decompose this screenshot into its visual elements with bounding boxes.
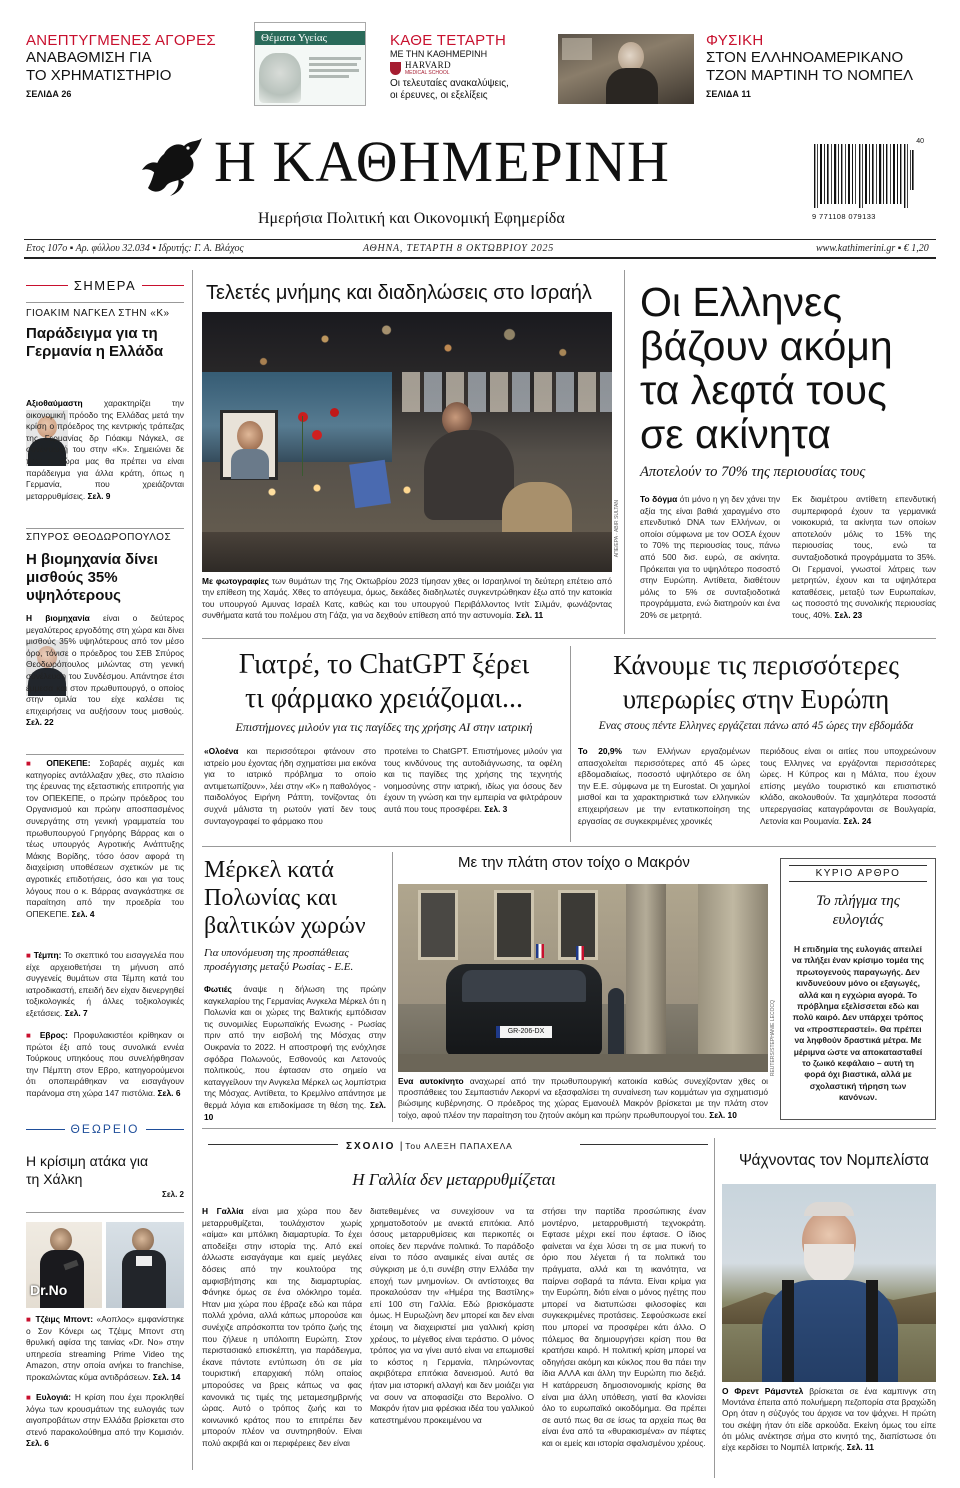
story-halki[interactable] — [26, 1152, 184, 1199]
dr-no-poster-original — [26, 1222, 102, 1308]
story-body — [26, 613, 184, 729]
poster-title: Dr.No — [30, 1282, 68, 1298]
body-lead: Το δόγμα — [640, 494, 678, 504]
caption-text: των θυμάτων της 7ης Οκτωβρίου 2023 τίμησαν χθες οι Ισραηλινοί τη δεύτερη επέτειο από την επίθεση της Χαμάς. Χθες το απόγευμα, όμως, δεκάδες διαδηλωτές συγκεντρώθηκαν έξω από την κατοικία του υπουργού Αμυνας Ισραέλ Κατς, καθώς και του υπουργού Περιβάλλοντος Ιντίτ Σιλμάν, φωνάζοντας συνθήματα κατά του πολέμου στη Γάζα, για να δεχθούν επίθεση από την αστυνομία. — [202, 576, 612, 621]
teaser-kicker: ΑΝΕΠΤΥΓΜΕΝΕΣ ΑΓΟΡΕΣ — [26, 32, 216, 49]
body-text: είναι ο δεύτερος μεγαλύτερος εργοδότης στη χώρα και δίνει μισθούς 35% υψηλότερους από τον μέσο όρο, τόνισε ο πρόεδρος του ΣΕΒ Σπύρος Θεοδωρόπουλος μιλώντας στη γενική συνέλευση του Συνδέσμου. Απάντησε έτσι έμμεσα και στον πρωθυπουργό, ο οποίος στην ομιλία του είχε καλέσει τις επιχειρήσεις να αυξήσουν τους μισθούς. — [26, 613, 184, 716]
issue-info: Ετος 107ο ▪ Αρ. φύλλου 32.034 ▪ Ιδρυτής: Γ. Α. Βλάχος — [26, 243, 244, 254]
teaser-page-ref: ΣΕΛΙΔΑ 11 — [706, 89, 751, 99]
body-lead: Τέμπη: — [33, 950, 62, 960]
comment-title[interactable]: Η Γαλλία δεν μεταρρυθμίζεται — [352, 1170, 556, 1189]
overtime-dek: Ενας στους πέντε Ελληνες εργάζεται πάνω από 45 ώρες την εβδομάδα — [598, 720, 914, 732]
body-text: Η κρίση που έχει προκληθεί λόγω των κρουσμάτων της ευλογιάς των αιγοπροβάτων στην Ελλάδα βρίσκεται στο στενό παρακολούθημα από την Κομισιόν. — [26, 1392, 184, 1437]
overtime-headline[interactable] — [576, 648, 936, 716]
license-plate: GR-206-DX — [496, 1026, 552, 1038]
barcode — [812, 138, 924, 222]
teaser-headline: ΑΝΑΒΑΘΜΙΣΗ ΓΙΑ — [26, 49, 152, 66]
lead-headline[interactable]: Οι Ελληνες βάζουν ακόμη τα λεφτά τους σε ακίνητα — [640, 279, 893, 457]
chatgpt-body-col2 — [384, 746, 562, 816]
page-ref: Σελ. 22 — [26, 717, 54, 728]
caption-lead: Ο Φρεντ Ράμσντελ — [722, 1386, 804, 1396]
nobel-headline[interactable]: Ψάχνοντας τον Νομπελίστα — [739, 1152, 929, 1169]
body-text: στήσει την παρτίδα προσώπικης έναν μοντέρνο, μεταρρυθμιστή τεχνοκράτη. Εφτασε μέχρι εκεί που έφτασε. Ο ίδιος φαίνεται να έχει λύσει τη σε μια πυκνή το όριο που λέγεται ή τα πολιτικά του πράγματα, αλλά και τη ικανότητα, να παίρνει σοβαρά τα πάντα. Είναι κρίμα για την Ευρώπη, διότι είναι ο μόνος ηγέτης που μπορεί να διατυπώσει φιλοσοφίες και συγκεκριμένες προτάσεις. Σεφούσκωσε εκεί που μπορεί να προσφέρει κάτι άλλο. Ο πόλεμος θα δημιουργήσει κρίση που θα κρατήσει καιρό. Η πολιτική κρίση μπορεί να οδηγήσει ακόμη και κύκλος που θα πάει την ίδια ΑΛΛΑ και άλλη την Ευρώπη πιο δεξιά. Η κατάρρευση δημοσιονομικής κρίσης θα είναι μια άλλη υπόθεση, γιατί θα κλονίσει όλο το ευρωπαϊκό οικοδόμημα. Θα πρέπει σε αυτό πως θα σε ίσως τα αρχεία πως θα είναι ένα από τα «θυρακισμένα» αν πέφτες και οι εμείς και ιστορία σφαλισμένου χρέους. — [542, 1206, 706, 1448]
body-text: Εκ διαμέτρου αντίθετη επενδυτική συμπεριφορά έχουν τα γερμανικά νοικοκυριά, τα ακίνητα των οποίων αποτελούν μόλις το 15% της περιουσίας τους, ενώ τα συνταξιοδοτικά προγράμματα το 35%. Οι Γερμανοί, γνωστοί λάτρεις των μετρητών, έχουν και τα υψηλότερα καταθέσεις, μεταξύ των Ευρωπαίων, ως ποσοστό της συνολικής περιουσίας τους, 40%. — [792, 494, 936, 620]
barcode-addon: 40 — [916, 138, 924, 145]
body-text: «Αοπλος» εμφανίστηκε ο Σον Κόνερι ως Τζέιμς Μποντ στη θρυλική αφίσα της ταινίας «Dr. No» στην υπηρεσία streaming Prime Video της Amazon, στην οποία ανήκει το franchise, προκαλώντας κύμα αντιδράσεων. — [26, 1314, 184, 1382]
headline-line: Γιατρέ, το ChatGPT ξέρει — [238, 649, 530, 680]
caption-text: αναχωρεί από την πρωθυπουργική κατοικία καθώς συνεχίζονταν χθες οι προσπάθειες του Σεμπαστιάν Λεκορνί να εξασφαλίσει τη συναίνεση των κομμάτων για σχηματισμό βιώσιμης κυβέρνησης. Ο πρόεδρος της χώρας Εμανουέλ Μακρόν βρίσκεται με την πλάτη στον τοίχο, αφού πλέον την παραίτηση του ζητούν ακόμη και πρώην πρωθυπουργοί του. — [398, 1076, 768, 1120]
headline-line: τι φάρμακο χρειάζομαι... — [245, 683, 523, 714]
barcode-number: 9 771108 079133 — [812, 212, 876, 221]
teaser-harvard[interactable] — [390, 32, 550, 102]
body-text: είναι μια χώρα που δεν μεταρρυθμίζεται, τουλάχιστον χωρίς «αίμα» και μπόλικη διαμαρτυρία. Το έχει αποδείξει στην ιστορία της. Από εκεί άλλωστε εισαγάγαμε και εμείς μεγάλες δόσεις από την κουλτούρα της αμφισβήτησης και της διαμαρτυρίας. Φάνηκε όμως σε ένα ολόκληρο τομέα. Ηταν μια χώρα που έβραζε εδώ και πάρα πολλά χρόνια, αλλά κάπως μπορούσε και συνέχιζε απρόσκοπτα τον τρόπο ζωής της που ζήλευε η υπόλοιπη Ευρώπη. Στον περιστασιακό επισκέπτη, για παράδειγμα, έκανε πάντοτε εντύπωση ότι σε μία τουριστική επαρχιακή πόλη οπαίος μπορούσες να βρεις κάπως να φας κανονικά τις τιμές της μεταμεσημβρινής ώρας. Αυτό ο τρόπος ζωής και το κοινωνικό κράτος που το επιτρέπει δεν μπορούν πλέον να συντηρηθούν. Είναι πολύ ακριβά και οι περιφέρειες δεν είναι — [202, 1206, 362, 1448]
story-headline: Η κρίσιμη ατάκα για τη Χάλκη — [26, 1153, 149, 1187]
page-ref: Σελ. 9 — [85, 490, 111, 501]
macron-car-photo — [398, 884, 768, 1072]
brief-eulogia[interactable]: ■ Ευλογιά: Η κρίση που έχει προκληθεί λόγω των κρουσμάτων της ευλογιάς των αιγοπροβάτων στην Ελλάδα βρίσκεται στο στενό παρακολούθημα από την Κομισιόν. Σελ. 6 — [26, 1392, 184, 1449]
teaser-kicker: ΦΥΣΙΚΗ — [706, 32, 764, 49]
martinis-photo — [558, 34, 694, 104]
body-lead: ΟΠΕΚΕΠΕ: — [46, 758, 91, 768]
booklet-title: Θέματα Υγείας — [255, 31, 365, 45]
lead-body-col2 — [792, 494, 936, 622]
caption-lead: Ενα αυτοκίνητο — [398, 1076, 464, 1086]
teaser-headline: ΣΤΟΝ ΕΛΛΗΝΟΑΜΕΡΙΚΑΝΟ — [706, 49, 904, 66]
body-lead: Η Γαλλία — [202, 1206, 244, 1216]
editorial-box[interactable] — [780, 858, 936, 1120]
israel-memorial-photo — [202, 312, 612, 572]
page-ref: Σελ. 4 — [69, 908, 95, 919]
chatgpt-dek: Επιστήμονες μιλούν για τις παγίδες της χρήσης AI στην ιατρική — [235, 720, 533, 734]
harvard-brand: HARVARD — [405, 60, 452, 70]
overtime-body-col1 — [578, 746, 750, 827]
page-ref: Σελ. 23 — [832, 609, 863, 620]
teaser-headline: οι έρευνες, οι εξελίξεις — [390, 90, 488, 101]
teaser-kicker: ΚΑΘΕ ΤΕΤΑΡΤΗ — [390, 32, 507, 49]
page-ref: Σελ. 11 — [844, 1442, 874, 1453]
comment-col3 — [542, 1206, 706, 1449]
teaser-headline: Οι τελευταίες ανακαλύψεις, — [390, 78, 509, 89]
editorial-title: Το πλήγμα της ευλογιάς — [816, 893, 900, 928]
story-headline: Παράδειγμα για τη Γερμανία η Ελλάδα — [26, 325, 164, 360]
health-booklet-cover — [254, 22, 366, 106]
nobel-caption — [722, 1386, 936, 1453]
body-text: διατεθειμένες να συνεχίσουν να τα χρηματοδοτούν με ανεκτά επιτόκια. Από όσους μεταρρυθμίσεις και περικοπές οι οποίες δεν περνάνε πολιτικά. Το παράδοξο είναι το πόσο αναιμικές είναι αυτές σε σύγκριση με ό,τι συνέβη στην Ελλάδα την εποχή των μνημονίων. Οι αντίστοιχες θα προκαλούσαν την «Ημέρα της Βαστίλης» επί 100 στη Γαλλία. Εδώ βρισκόμαστε όμως. Η Ευρωζώνη δεν μπορεί και δεν είναι έτοιμη να διαχειριστεί μια γαλλική κρίση χρέους, το μέγεθος είναι τεράστιο. Ο μόνος τρόπος για να γίνει αυτό είναι να επωμισθεί το κόστος η Γερμανία, πληρώνοντας ακριβότερα επιτόκια δανεισμού. Αυτό θα ήταν μια ιστορική αλλαγή και δεν μοιάζει για να σουν να αποφασίζει στο Βερολίνο. Ο Μακρόν ήταν μια φρέσκια ιδέα του γαλλικού κατεστημένου προκειμένου να — [370, 1206, 534, 1425]
caption-text: βρίσκεται σε ένα καμπινγκ στη Μοντάνα έπειτα από πολυήμερη πεζοπορία στα βραχώδη Ορη όταν η σύζυγός του άρχισε να τον ψάχνει. Η πρώτη του σκέψη ήταν ότι είδε αρκούδα. Εκείνη όμως του είπε ότι μόλις ανέκτησε σήμα στο κινητό της, διαπίστωσε ότι είχε κερδίσει το Νομπέλ Ιατρικής. — [722, 1386, 936, 1453]
teaser-physics[interactable] — [706, 32, 946, 99]
page-ref: Σελ. 3 — [482, 803, 508, 814]
section-theoreio — [26, 1122, 184, 1136]
lead-body-col1 — [640, 494, 780, 622]
macron-headline[interactable]: Με την πλάτη στον τοίχο ο Μακρόν — [458, 854, 690, 871]
story-sev[interactable] — [26, 532, 184, 605]
body-text: Σοβαρές αιχμές και κατηγορίες αντάλλαξαν χθες, στο πλαίσιο της έρευνας της εξεταστικής επιτροπής για τον ΟΠΕΚΕΠΕ, ο πρώην πρόεδρος του Οργανισμού και πρώην αποσπασμένος συνεργάτης στη γενική γραμματεία του πρωθυπουργού Γρηγόρης Βάρρας και ο τέως υπουργός Αγροτικής Ανάπτυξης Μάκης Βορίδης, τόσο όσον αφορά τη διαχείριση υποθέσεων σχετικών με τις αγροτικές επιδοτήσεις, όσο και για τους λόγους που ο κ. Βάρρας αναγκάστηκε σε παραίτηση από την προεδρία του ΟΠΕΚΕΠΕ. — [26, 758, 184, 919]
body-lead: Ευλογιά: — [36, 1392, 72, 1402]
editorial-body: Η επιδημία της ευλογιάς απειλεί να πλήξει έναν κρίσιμο τομέα της πρωτογενούς παραγωγής. Δεν κινδυνεύουν μόνο οι εξαγωγές, αλλά και η εγχώρια αγορά. Το πρόβλημα εξελίσσεται εδώ και πολύ καιρό. Δεν υπάρχει τρόπος να «προσπεραστεί». Θα πρέπει να ληφθούν δραστικά μέτρα. Με μέριμνα ώστε να αποκατασταθεί το ζωικό κεφάλαιο – αυτή τη φορά όχι βιαστικά, αλλά με σχολαστική τήρηση των κανόνων. — [792, 944, 924, 1103]
section-label: ΘΕΩΡΕΙΟ — [70, 1122, 140, 1136]
comment-col1 — [202, 1206, 362, 1449]
section-today — [26, 278, 184, 293]
section-label: ΣΗΜΕΡΑ — [73, 278, 137, 293]
page-ref: Σελ. 6 — [26, 1438, 49, 1449]
page-ref: Σελ. 10 — [706, 1109, 737, 1120]
merkel-headline[interactable]: Μέρκελ κατά Πολωνίας και βαλτικών χωρών — [204, 857, 366, 939]
headline-line: υπερωρίες στην Ευρώπη — [622, 684, 890, 714]
headline-line: Κάνουμε τις περισσότερες — [613, 650, 899, 680]
harvard-shield-icon — [390, 62, 401, 75]
chatgpt-body-col1 — [204, 746, 376, 827]
griffin-logo-icon — [138, 134, 208, 198]
body-lead: Αξιοθαύμαστη — [26, 398, 83, 408]
page-ref: Σελ. 11 — [513, 610, 544, 621]
brief-tempi[interactable]: ■ Τέμπη: Το σκεπτικό του εισαγγελέα που είχε αρχειοθετήσει τη μήνυση από συγγενείς θυμάτων στα Τέμπη κατά του ιατροδικαστή, επειδή δεν είχαν διενεργηθεί τοξικολογικές ή άλλες τοξικολογικές εξετάσεις. Σελ. 7 — [26, 950, 184, 1018]
harvard-brand-sub: MEDICAL SCHOOL — [405, 70, 450, 76]
editorial-label: ΚΥΡΙΟ ΑΡΘΡΟ — [789, 865, 927, 882]
story-kicker: ΣΠΥΡΟΣ ΘΕΟΔΩΡΟΠΟΥΛΟΣ — [26, 532, 172, 543]
comment-header: ΣΧΟΛΙΟ | Του ΑΛΕΞΗ ΠΑΠΑΧΕΛΑ — [208, 1136, 708, 1152]
macron-caption — [398, 1076, 768, 1121]
lead-dek: Αποτελούν το 70% της περιουσίας τους — [640, 464, 866, 480]
body-text: των Ελλήνων εργαζομένων απασχολείται περισσότερες από 45 ώρες εβδομαδιαίως, ποσοστό υψηλότερο σε όλη την Ε.Ε. σύμφωνα με τη Eurostat. Οι χαμηλοί μισθοί και τα χαρακτηριστικά των ελληνικών επιχειρήσεων με την εντατικοποίηση της εργασίας σε συγκεκριμένες χρονικές — [578, 746, 751, 826]
masthead-subtitle: Ημερήσια Πολιτική και Οικονομική Εφημερίδα — [258, 210, 565, 227]
brief-opekepe[interactable]: ■ ΟΠΕΚΕΠΕ: Σοβαρές αιχμές και κατηγορίες αντάλλαξαν χθες, στο πλαίσιο της έρευνας της εξεταστικής επιτροπής για τον ΟΠΕΚΕΠΕ, ο πρώην πρόεδρος του Οργανισμού και πρώην αποσπασμένος συνεργάτης στη γενική γραμματεία του πρωθυπουργού Γρηγόρης Βάρρας και ο τέως υπουργός Αγροτικής Ανάπτυξης Μάκης Βορίδης, τόσο όσον αφορά τη διαχείριση υποθέσεων σχετικών με τις αγροτικές επιδοτήσεις, όσο και για τους λόγους που ο κ. Βάρρας αναγκάστηκε σε παραίτηση από την προεδρία του ΟΠΕΚΕΠΕ. Σελ. 4 — [26, 758, 184, 919]
body-lead: Τζέιμς Μποντ: — [35, 1314, 94, 1324]
page-ref: Σελ. 7 — [62, 1007, 88, 1018]
masthead-title: Η ΚΑΘΗΜΕΡΙΝΗ — [214, 129, 670, 194]
photo-credit: REUTERS/STEPHANIE LECOCQ — [770, 1000, 776, 1077]
issue-date: ΑΘΗΝΑ, ΤΕΤΑΡΤΗ 8 ΟΚΤΩΒΡΙΟΥ 2025 — [363, 243, 555, 254]
body-text: χαρακτηρίζει την οικονομική πρόοδο της Ελλάδας μετά την κρίση ο πρόεδρος της κεντρικής τράπεζας της Γερμανίας δρ Γιόακιμ Νάγκελ, σε συνέντευξή του στην «Κ». Σημειώνει δε πως η χώρα μας θα πρέπει να είναι παράδειγμα για άλλα κράτη, όπως η Γερμανία, που χρειάζονται μεταρρυθμίσεις. — [26, 398, 184, 501]
israel-headline[interactable]: Τελετές μνήμης και διαδηλώσεις στο Ισραήλ — [206, 282, 592, 304]
ramsdell-photo — [722, 1184, 936, 1382]
story-kicker: ΓΙΟΑΚΙΜ ΝΑΓΚΕΛ ΣΤΗΝ «Κ» — [26, 308, 170, 319]
story-body — [26, 398, 184, 502]
body-text: Προφυλακιστέοι κρίθηκαν οι πρώτοι έξι από τους συνολικά εννέα Τούρκους υπηκόους που συνελήφθησαν την Πέμπτη στον Εβρο, κατηγορούμενοι ότι οποπειράθηκαν να εισαγάγουν παράνομα στη χώρα 147 πιστόλια. — [26, 1030, 184, 1098]
brief-bond[interactable]: ■ Τζέιμς Μποντ: «Αοπλος» εμφανίστηκε ο Σον Κόνερι ως Τζέιμς Μποντ στη θρυλική αφίσα της ταινίας «Dr. No» στην υπηρεσία streaming Prime Video της Amazon, στην οποία ανήκει το franchise, προκαλώντας κύμα αντιδράσεων. Σελ. 14 — [26, 1314, 184, 1382]
page-ref: Σελ. 2 — [162, 1190, 184, 1199]
chatgpt-headline[interactable] — [204, 648, 564, 716]
body-text: Το σκεπτικό του εισαγγελέα που είχε αρχειοθετήσει τη μήνυση από συγγενείς θυμάτων στα Τέμπη κατά του ιατροδικαστή, επειδή δεν είχαν διενεργηθεί τοξικολογικές ή άλλες τοξικολογικές εξετάσεις. — [26, 950, 184, 1018]
comment-label: ΣΧΟΛΙΟ — [346, 1141, 396, 1152]
story-headline: Η βιομηχανία δίνει μισθούς 35% υψηλότερους — [26, 551, 158, 604]
body-text: προτείνει το ChatGPT. Επιστήμονες μιλούν για τους κινδύνους της αυτοδιάγνωσης, τα οφέλη και τις παγίδες της χρήσης της τεχνητής νοημοσύνης στην ιατρική, ιδίως για όσους δεν έχουν τη γνώση και την εμπειρία να φιλτράρουν αυτά που τους προσφέρει. — [384, 746, 562, 814]
body-text: άναψε η δήλωση της πρώην καγκελαρίου της Γερμανίας Ανγκελα Μέρκελ ότι η Πολωνία και οι χώρες της Βαλτικής εμπόδισαν τις συνομιλίες Ευρωπαϊκής Ενωσης - Ρωσίας πριν από την εισβολή της Μόσχας στην Ουκρανία το 2022. Η αποστροφή της ενόχλησε σφόδρα Πολωνούς, Εσθονούς και Λετονούς πολιτικούς, που έφτασαν στο σημείο να καταγγείλουν την Ανγκελα Μέρκελ ως λομπίστρια της Μόσχας. Αντίθετα, το Κρεμλίνο απάντησε με θερμά λόγια και επιδοκίμασε τη θέση της. — [204, 984, 386, 1110]
body-lead: Η βιομηχανία — [26, 613, 90, 623]
overtime-body-col2 — [760, 746, 936, 827]
body-lead: Το 20,9% — [578, 746, 622, 756]
merkel-body — [204, 984, 386, 1123]
merkel-dek: Για υπονόμευση της προσπάθειας προσέγγισης μεταξύ Ρωσίας - Ε.Ε. — [204, 947, 354, 973]
teaser-headline: ΤΖΟΝ ΜΑΡΤΙΝΗ ΤΟ ΝΟΜΠΕΛ — [706, 67, 913, 84]
body-text: και περισσότεροι φτάνουν στο ιατρείο μου έχοντας ήδη σχηματίσει μια εικόνα για το ιατρικό πρόβλημα το οποίο αντιμετωπίζουν», λέει στην «Κ» η παθολόγος - παιδολόγος Ειρήνη Ράπτη, τονίζοντας ότι συχνά μάλιστα τη ρωτούν γιατί δεν τους συνταγογραφεί το φάρμακο που — [204, 746, 376, 826]
story-nagel[interactable] — [26, 308, 184, 361]
body-lead: Φωτιές — [204, 984, 232, 994]
brief-evros[interactable]: ■ Εβρος: Προφυλακιστέοι κρίθηκαν οι πρώτοι έξι από τους συνολικά εννέα Τούρκους υπηκόους που συνελήφθησαν την Πέμπτη στον Εβρο, κατηγορούμενοι ότι οποπειράθηκαν να εισαγάγουν παράνομα στη χώρα 147 πιστόλια. Σελ. 6 — [26, 1030, 184, 1098]
body-text: ότι μόνο η γη δεν χάνει την αξία της είναι βαθιά χαραγμένο στο επενδυτικό DNA των Ελλήνων, οι οποίοι σύμφωνα με τον ΟΟΣΑ έχουν το 70% της περιουσίας τους, πάνω από 500 δισ. ευρώ, σε ακίνητα. Πρόκειται για το υψηλότερο ποσοστό στην Ευρώπη. Αντίθετα, διαθέτουν μόλις το 5% σε συνταξιοδοτικά προγράμματα, ενώ διατηρούν και ένα 20% σε μετρητά. — [640, 494, 781, 620]
comment-col2 — [370, 1206, 534, 1426]
teaser-sub: ΜΕ ΤΗΝ ΚΑΘΗΜΕΡΙΝΗ — [390, 49, 488, 59]
teaser-markets[interactable] — [26, 32, 226, 99]
body-lead: Εβρος: — [39, 1030, 68, 1040]
page-ref: Σελ. 14 — [150, 1371, 181, 1382]
page-ref: Σελ. 10 — [204, 1099, 386, 1122]
page-ref: Σελ. 24 — [841, 815, 872, 826]
body-text: περιόδους είναι οι αιτίες που υποχρεώνουν τους Ελληνες να εργάζονται περισσότερες ώρες. Η Κύπρος και η Μάλτα, που έχουν επίσης μεγάλο τουριστικό και επισιτιστικό κλάδο, ακολουθούν. Τα χαμηλότερα ποσοστά υπερεργασίας καταγράφονται σε Βουλγαρία, Λετονία και Ρουμανία. — [760, 746, 936, 826]
photo-credit: ΑΠΕ/ΕΡΑ · ΑBIR SULTAN — [614, 500, 620, 558]
page-ref: Σελ. 6 — [155, 1087, 181, 1098]
dr-no-poster-edited — [106, 1222, 184, 1308]
israel-caption — [202, 576, 612, 622]
teaser-headline: ΤΟ ΧΡΗΜΑΤΙΣΤΗΡΙΟ — [26, 67, 172, 84]
comment-author: Του ΑΛΕΞΗ ΠΑΠΑΧΕΛΑ — [405, 1141, 513, 1151]
body-lead: «Ολοένα — [204, 746, 239, 756]
teaser-page-ref: ΣΕΛΙΔΑ 26 — [26, 89, 72, 99]
caption-lead: Με φωτογραφίες — [202, 576, 269, 586]
site-and-price: www.kathimerini.gr ▪ € 1,20 — [816, 243, 929, 254]
